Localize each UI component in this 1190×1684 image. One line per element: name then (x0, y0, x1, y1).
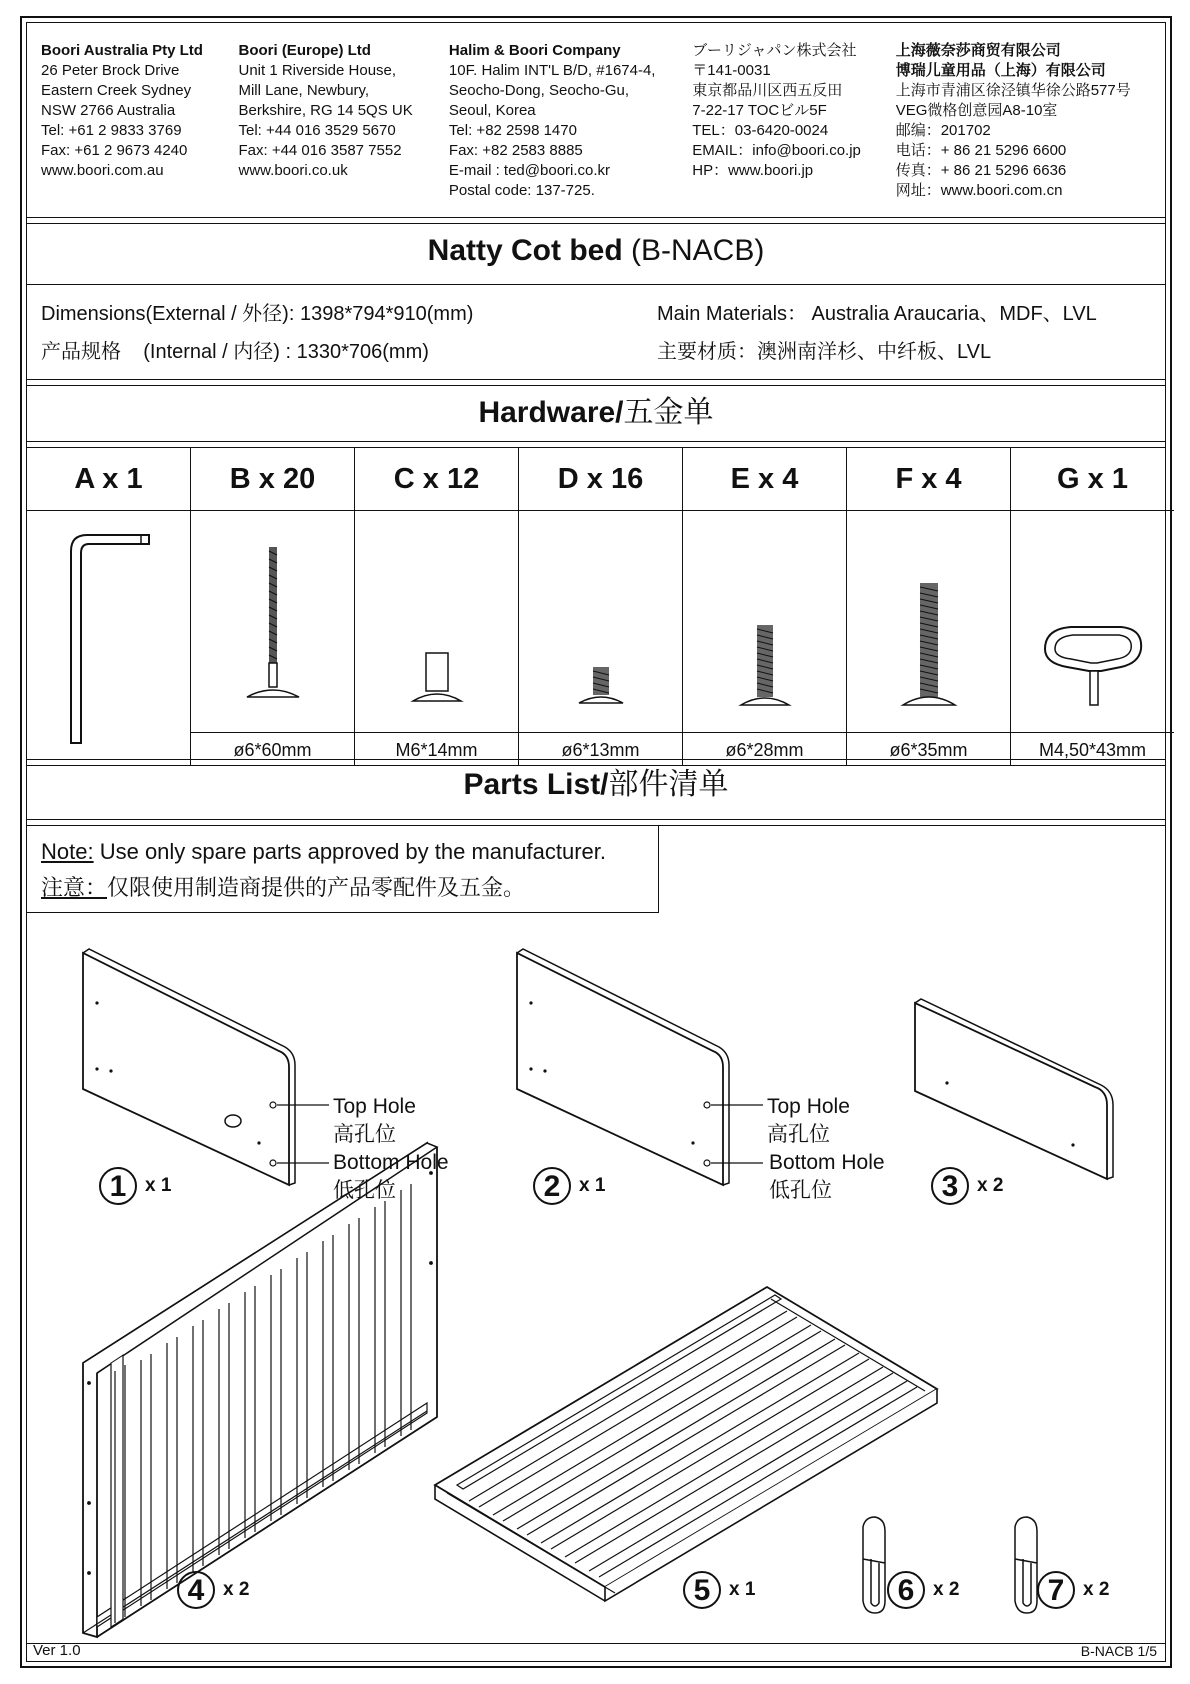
company-line: Fax: +44 016 3587 7552 (238, 142, 402, 159)
divider (27, 284, 1165, 285)
hardware-cell-f (847, 447, 1011, 766)
parts-title-cn: 部件清单 (608, 768, 729, 801)
page-frame (20, 16, 1172, 1668)
company-line: www.boori.co.uk (238, 162, 348, 179)
parts-title-en: Parts List/ (463, 768, 609, 801)
part-4-label (177, 1571, 249, 1609)
company-line: Tel: +82 2598 1470 (448, 122, 577, 139)
part-5-label (683, 1571, 755, 1609)
divider (27, 217, 1165, 218)
materials-block (657, 295, 1177, 371)
company-line: Tel: +44 016 3529 5670 (238, 122, 396, 139)
company-name: Boori Australia Pty Ltd (41, 42, 203, 59)
company-europe (238, 41, 448, 221)
medium-bolt-icon (683, 511, 846, 731)
company-line: Unit 1 Riverside House, (238, 62, 397, 79)
short-bolt-icon (519, 511, 682, 731)
hardware-table (27, 447, 1165, 766)
materials-en: Main Materials： Australia Araucaria、MDF、LVL (657, 303, 1097, 325)
hardware-label: A x 1 (27, 447, 190, 511)
company-line: Fax: +82 2583 8885 (448, 142, 583, 159)
company-australia (41, 41, 238, 221)
part-qty: x 2 (933, 1579, 960, 1600)
hardware-title (27, 385, 1165, 441)
hardware-cell-a (27, 447, 191, 766)
part-7-label (1037, 1571, 1109, 1609)
part-number: 2 (533, 1167, 571, 1205)
hardware-size: ø6*28mm (683, 732, 846, 766)
company-japan (692, 41, 895, 221)
part-number: 3 (931, 1167, 969, 1205)
parts-drawings (27, 933, 1169, 1653)
hardware-label: D x 16 (519, 447, 682, 511)
hardware-cell-g (1011, 447, 1174, 766)
hardware-label: B x 20 (191, 447, 354, 511)
company-line: HP：www.boori.jp (692, 162, 814, 179)
company-name: 上海薇奈莎商贸有限公司 (895, 42, 1061, 59)
dimensions-internal-label: 产品规格 (41, 341, 121, 363)
note-en (41, 834, 644, 870)
hardware-size: ø6*60mm (191, 732, 354, 766)
company-line: 邮编：201702 (895, 122, 991, 139)
part-number: 4 (177, 1571, 215, 1609)
hardware-title-en: Hardware/ (478, 396, 624, 429)
part-number: 6 (887, 1571, 925, 1609)
parts-title (27, 757, 1165, 813)
dimensions-block (41, 295, 641, 371)
hardware-label: G x 1 (1011, 447, 1174, 511)
product-name: Natty Cot bed (427, 234, 623, 267)
product-title (27, 223, 1165, 279)
part-qty: x 2 (977, 1175, 1004, 1196)
part-5-drawing (435, 1287, 937, 1601)
part-qty: x 2 (223, 1579, 250, 1600)
part-7-drawing (1015, 1517, 1037, 1613)
company-line: Seoul, Korea (448, 102, 536, 119)
allen-key-icon (27, 511, 190, 765)
top-hole-label-1 (333, 1093, 416, 1149)
hardware-title-cn: 五金单 (623, 396, 714, 429)
dimensions-external: Dimensions(External / 外径): 1398*794*910(mm) (41, 303, 474, 325)
company-line: 上海市青浦区徐泾镇华徐公路577号 (895, 82, 1131, 99)
company-line: Seocho-Dong, Seocho-Gu, (448, 82, 630, 99)
company-line: www.boori.com.au (41, 162, 164, 179)
company-line: NSW 2766 Australia (41, 102, 176, 119)
company-line: Tel: +61 2 9833 3769 (41, 122, 182, 139)
company-line: 東京都品川区西五反田 (692, 82, 843, 99)
part-2-drawing (517, 949, 763, 1185)
note-cn-label: 注意： (41, 875, 108, 900)
company-line: 电话：+ 86 21 5296 6600 (895, 142, 1067, 159)
company-korea (449, 41, 692, 221)
hardware-size: ø6*13mm (519, 732, 682, 766)
footer-divider (27, 1643, 1165, 1644)
top-hole-label-2 (767, 1093, 850, 1149)
materials-cn: 主要材质：澳洲南洋杉、中纤板、LVL (657, 341, 992, 363)
company-line: Eastern Creek Sydney (41, 82, 192, 99)
company-line: 博瑞儿童用品（上海）有限公司 (895, 62, 1106, 79)
top-hole-en: Top Hole (767, 1095, 850, 1118)
part-number: 7 (1037, 1571, 1075, 1609)
company-line: 〒141-0031 (692, 62, 771, 79)
hardware-label: F x 4 (847, 447, 1010, 511)
part-4-slats (88, 1172, 433, 1623)
top-hole-en: Top Hole (333, 1095, 416, 1118)
hardware-size: M4,50*43mm (1011, 732, 1174, 766)
part-1-label (99, 1167, 171, 1205)
barrel-nut-icon (355, 511, 518, 731)
company-line: Fax: +61 2 9673 4240 (41, 142, 188, 159)
part-1-drawing (83, 949, 329, 1185)
key-tool-icon (1011, 511, 1174, 731)
company-line: TEL：03-6420-0024 (692, 122, 829, 139)
part-3-drawing (915, 999, 1113, 1179)
company-line: Berkshire, RG 14 5QS UK (238, 102, 413, 119)
dimensions-internal: (Internal / 内径) : 1330*706(mm) (143, 341, 429, 363)
company-name: Halim & Boori Company (448, 42, 621, 59)
hardware-label: E x 4 (683, 447, 846, 511)
hardware-size: ø6*35mm (847, 732, 1010, 766)
top-hole-cn: 高孔位 (767, 1123, 830, 1146)
company-name: ブーリジャパン株式会社 (692, 42, 857, 59)
company-line: E-mail : ted@boori.co.kr (448, 162, 611, 179)
part-qty: x 1 (145, 1175, 172, 1196)
bottom-hole-cn: 低孔位 (769, 1179, 832, 1202)
company-name: Boori (Europe) Ltd (238, 42, 371, 59)
company-line: EMAIL：info@boori.co.jp (692, 142, 861, 159)
note-box (27, 825, 659, 913)
company-line: Mill Lane, Newbury, (238, 82, 370, 99)
note-cn-text: 仅限使用制造商提供的产品零配件及五金。 (107, 875, 526, 900)
hardware-cell-b (191, 447, 355, 766)
company-line: 26 Peter Brock Drive (41, 62, 180, 79)
bottom-hole-label-1 (333, 1149, 449, 1205)
part-qty: x 1 (579, 1175, 606, 1196)
divider (27, 819, 1165, 820)
company-line: VEG微格创意园A8-10室 (895, 102, 1058, 119)
page-inner-frame (26, 22, 1166, 1662)
divider (27, 379, 1165, 380)
dimensions-internal-row (41, 333, 641, 371)
top-hole-cn: 高孔位 (333, 1123, 396, 1146)
part-4-drawing (83, 1143, 437, 1637)
part-2-label (533, 1167, 605, 1205)
company-line: Postal code: 137-725. (448, 182, 595, 199)
part-number: 1 (99, 1167, 137, 1205)
part-qty: x 2 (1083, 1579, 1110, 1600)
hardware-cell-e (683, 447, 847, 766)
part-6-label (887, 1571, 959, 1609)
long-bolt-icon (191, 511, 354, 731)
bottom-hole-cn: 低孔位 (333, 1179, 396, 1202)
bolt-35-icon (847, 511, 1010, 731)
part-number: 5 (683, 1571, 721, 1609)
bottom-hole-en: Bottom Hole (769, 1151, 885, 1174)
product-code: (B-NACB) (631, 234, 765, 267)
hardware-label: C x 12 (355, 447, 518, 511)
divider (27, 441, 1165, 442)
page-number: B-NACB 1/5 (1080, 1643, 1157, 1659)
bottom-hole-en: Bottom Hole (333, 1151, 449, 1174)
part-6-drawing (863, 1517, 885, 1613)
hardware-cell-d (519, 447, 683, 766)
version-label: Ver 1.0 (33, 1642, 81, 1659)
note-cn (41, 870, 644, 906)
company-line: 7-22-17 TOCビル5F (692, 102, 827, 119)
hardware-cell-c (355, 447, 519, 766)
company-line: 网址：www.boori.com.cn (895, 182, 1063, 199)
hardware-size: M6*14mm (355, 732, 518, 766)
part-qty: x 1 (729, 1579, 756, 1600)
bottom-hole-label-2 (769, 1149, 885, 1205)
part-3-label (931, 1167, 1003, 1205)
company-header (41, 41, 1157, 221)
note-text: Use only spare parts approved by the manufacturer. (93, 839, 606, 864)
company-china (896, 41, 1157, 221)
company-line: 10F. Halim INT'L B/D, #1674-4, (448, 62, 656, 79)
note-label: Note: (41, 839, 94, 864)
company-line: 传真：+ 86 21 5296 6636 (895, 162, 1067, 179)
